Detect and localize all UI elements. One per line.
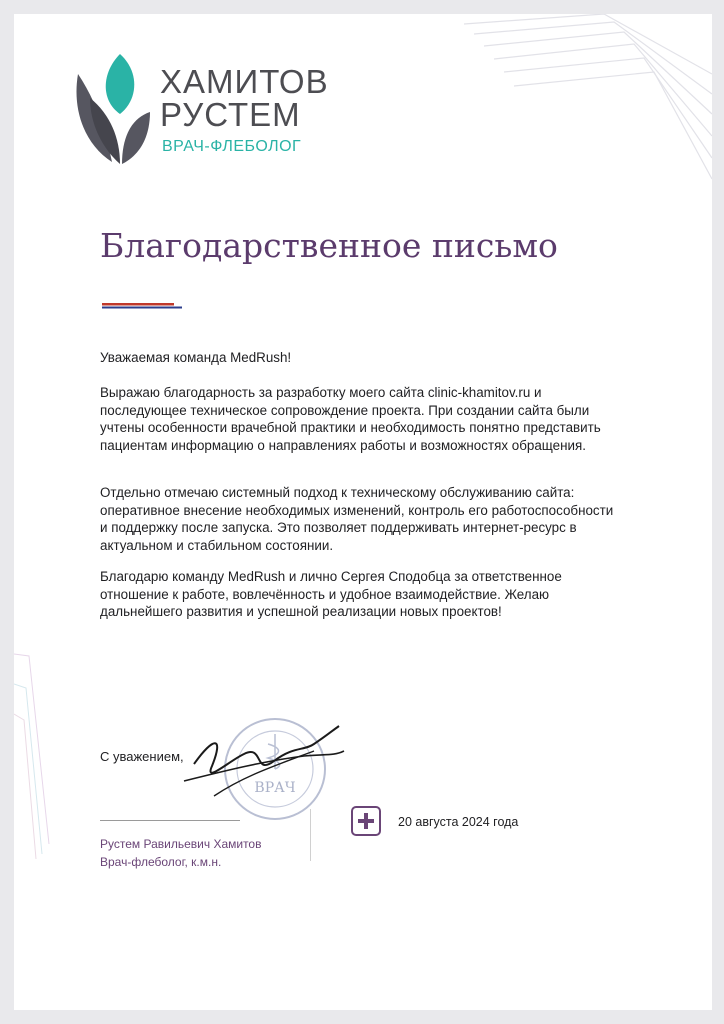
signer-name: Рустем Равильевич Хамитов: [100, 837, 262, 851]
letter-date: 20 августа 2024 года: [398, 815, 519, 829]
handwritten-signature: [154, 706, 354, 806]
closing: С уважением,: [100, 749, 184, 764]
plus-icon: [351, 806, 381, 836]
letter-title: Благодарственное письмо: [100, 226, 558, 265]
logo-name-line2: РУСТЕМ: [160, 96, 301, 133]
letter-page: [14, 14, 712, 1010]
signature-line: [100, 820, 240, 821]
decorative-lines-top-right: [454, 14, 712, 184]
paragraph-1: Выражаю благодарность за разработку моего сайта clinic-khamitov.ru и последующее техническое сопровождение проекта. При создании сайта были учтены особенности врачебной практики и необходимость понятно представить пациентам информацию о направлениях работы и возможностях обращения.: [100, 385, 601, 453]
logo-name-line1: ХАМИТОВ: [160, 63, 329, 100]
signer-position: Врач-флеболог, к.м.н.: [100, 855, 222, 869]
greeting: Уважаемая команда MedRush!: [100, 350, 292, 365]
decorative-lines-bottom-left: [14, 644, 74, 864]
title-underline: [102, 303, 182, 311]
logo-subtitle: ВРАЧ-ФЛЕБОЛОГ: [162, 138, 302, 155]
stamp-label: ВРАЧ: [254, 780, 296, 796]
signer-block: [100, 835, 261, 871]
vertical-divider: [310, 809, 311, 861]
paragraph-2: Отдельно отмечаю системный подход к техническому обслуживанию сайта: оперативное внесение необходимых изменений, контроль его работоспособности и поддержку после запуска. Это позволяет поддерживать интернет-ресурс в актуальном и стабильном состоянии.: [100, 485, 614, 553]
paragraph-3: Благодарю команду MedRush и лично Сергея Сподобца за ответственное отношение к работе, вовлечённость и удобное взаимодействие. Желаю дальнейшего развития и успешной реализации новых проектов!: [100, 569, 562, 619]
leaf-logo-icon: [72, 54, 152, 169]
